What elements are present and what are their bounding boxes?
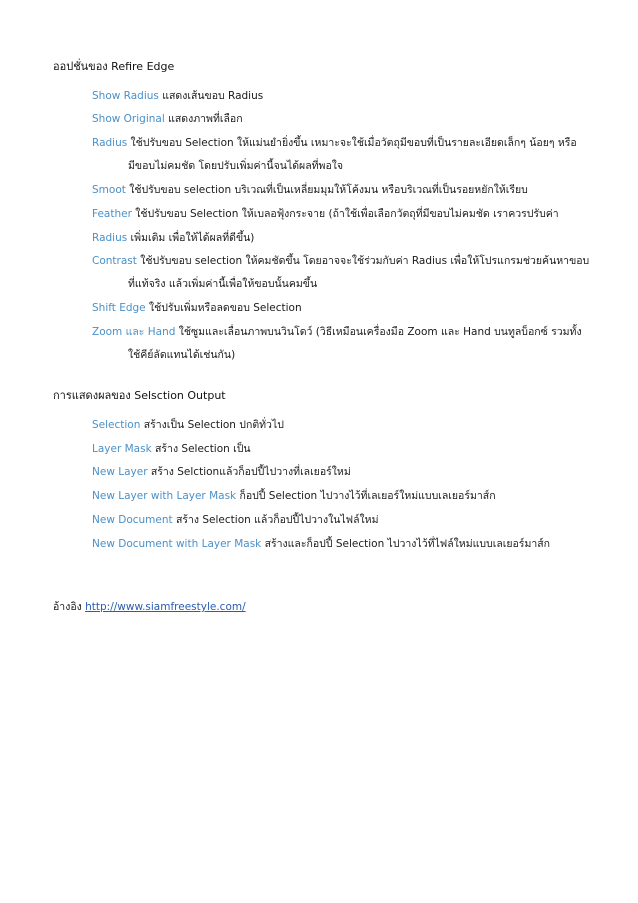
desc: แสดงเส้นขอบ Radius (158, 90, 264, 102)
list-item (92, 325, 582, 339)
term-show-radius: Show Radius (92, 90, 159, 102)
list-item (92, 513, 379, 527)
list-item (92, 254, 589, 268)
desc: ใช้ปรับขอบ selection ให้คมชัดขึ้น โดยอาจจะใช้ร่วมกับค่า Radius เพื่อให้โปรแกรมช่วยค้นหาขอบ (136, 255, 590, 267)
desc: ใช้ปรับขอบ Selection ให้เบลอฟุ้งกระจาย (ถ้าใช้เพื่อเลือกวัตถุที่มีขอบไม่คมชัด เราควรปรับค่า (131, 208, 559, 220)
term-new-layer-with-mask: New Layer with Layer Mask (92, 490, 237, 502)
desc: สร้างและก็อปปี้ Selection ไปวางไว้ที่ไฟล์ใหม่แบบเลเยอร์มาส์ก (261, 538, 551, 550)
list-item (92, 89, 263, 103)
term-zoom-hand: Zoom และ Hand (92, 326, 176, 338)
term-show-original: Show Original (92, 113, 165, 125)
reference-link[interactable]: http://www.siamfreestyle.com/ (85, 601, 246, 613)
term-radius: Radius (92, 137, 128, 149)
list-item (92, 537, 550, 551)
desc: แสดงภาพที่เลือก (164, 113, 243, 125)
desc: สร้าง Selection เป็น (151, 443, 251, 455)
desc-continuation: ที่แท้จริง แล้วเพิ่มค่านี้เพื่อให้ขอบนั้นคมขึ้น (128, 278, 318, 290)
desc: ใช้ปรับขอบ selection บริเวณที่เป็นเหลี่ยมมุมให้โค้งมน หรือบริเวณที่เป็นรอยหยักให้เรียบ (125, 184, 528, 196)
term-new-layer: New Layer (92, 466, 148, 478)
section1-heading: ออปชั่นของ Refire Edge (53, 60, 175, 73)
desc: เพิ่มเติม เพื่อให้ได้ผลที่ดีขึ้น) (127, 232, 255, 244)
term-new-document: New Document (92, 514, 173, 526)
term-feather: Feather (92, 208, 132, 220)
list-item (92, 183, 528, 197)
desc: ใช้ซูมและเลื่อนภาพบนวินโดว์ (วิธีเหมือนเครื่องมือ Zoom และ Hand บนทูลบ็อกซ์ รวมทั้ง (175, 326, 582, 338)
desc: สร้าง Selctionแล้วก็อปปี้ไปวางที่เลเยอร์ใหม่ (147, 466, 351, 478)
list-item (92, 418, 284, 432)
list-item (92, 207, 559, 221)
term-layer-mask: Layer Mask (92, 443, 152, 455)
desc: ก็อปปี้ Selection ไปวางไว้ที่เลเยอร์ใหม่แบบเลเยอร์มาส์ก (236, 490, 496, 502)
list-item (92, 136, 577, 150)
list-item (92, 112, 243, 126)
list-item (92, 301, 302, 315)
desc: ใช้ปรับเพิ่มหรือลดขอบ Selection (145, 302, 302, 314)
section2-heading: การแสดงผลของ Selsction Output (53, 389, 226, 402)
term-radius-2: Radius (92, 232, 128, 244)
list-item (92, 231, 254, 245)
desc: สร้างเป็น Selection ปกติทั่วไป (140, 419, 284, 431)
list-item (92, 489, 496, 503)
desc-continuation: ใช้คีย์ลัดแทนได้เช่นกัน) (128, 349, 236, 361)
desc: สร้าง Selection แล้วก็อปปี้ไปวางในไฟล์ใหม่ (172, 514, 379, 526)
desc-continuation: มีขอบไม่คมชัด โดยปรับเพิ่มค่านี้จนได้ผลที่พอใจ (128, 160, 344, 172)
term-selection: Selection (92, 419, 141, 431)
term-contrast: Contrast (92, 255, 137, 267)
term-new-document-with-mask: New Document with Layer Mask (92, 538, 262, 550)
list-item (92, 442, 251, 456)
reference-label: อ้างอิง (53, 601, 82, 613)
list-item (92, 465, 351, 479)
reference-line (53, 598, 246, 615)
term-shift-edge: Shift Edge (92, 302, 146, 314)
term-smoot: Smoot (92, 184, 126, 196)
desc: ใช้ปรับขอบ Selection ให้แม่นยำยิ่งขึ้น เหมาะจะใช้เมื่อวัตถุมีขอบที่เป็นรายละเอียดเล็กๆ น้อยๆ หรือ (127, 137, 577, 149)
